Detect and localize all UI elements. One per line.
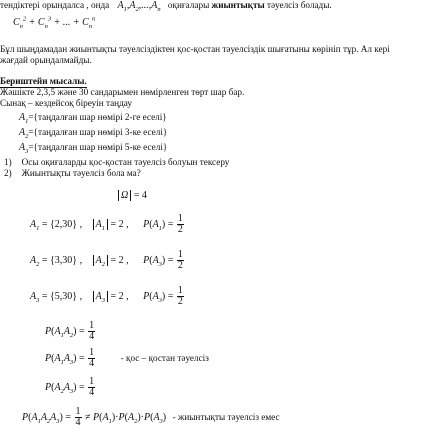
omega-cardinality: Ω = 4 <box>118 190 147 201</box>
pair-a1a2: $P(A_1A_2)$ = $\frac{1}{4}$ <box>45 320 95 342</box>
intro-text-mid: оқиғалары <box>167 0 210 10</box>
event-a2: $A_2=\{таңдалған$ шар нөмірі 3-ке еселі} <box>19 127 168 140</box>
event-a3: $A_3=\{таңдалған$ шар нөмірі 5-ке еселі} <box>19 142 168 155</box>
example-text-1: Жәшікте 2,3,5 және 30 сандарымен нөмірленген төрт шар бар. <box>0 87 245 97</box>
task-1: 1) Осы оқиғаларды қос-қостан тәуелсіз болуын тексеру <box>4 157 230 167</box>
set-row-a1: $A_1 = \{2,30\}$ , $A_1 = 2$ , $P(A_1)$ = $\frac{1}{2}$ <box>30 213 183 235</box>
final-statement: $P(A_1A_2A_3)$ = $\frac{1}{4}$ ≠ $P(A_1)\cdot P(A_2)\cdot P(A_3)$ - жиынтықты тәуелсіз емес <box>22 406 280 428</box>
events-sequence: $A_1,A_2,...,A_n$ <box>117 0 161 13</box>
combination-sum: $C_n^2 + C_n^3$ + ... + $C_n^n$ <box>13 15 96 30</box>
intro-line-3: Бұл шыңдамадан жиынтықты тәуелсіздіктен қос-қостан тәуелсіздік шығатыны көрініп тұр. Ал кері <box>0 44 390 54</box>
event-a1: $A_1=\{таңдалған$ шар нөмірі 2-ге еселі} <box>19 112 167 125</box>
intro-line-1 <box>0 0 332 11</box>
final-note: - жиынтықты тәуелсіз емес <box>172 411 280 422</box>
task-2: 2) Жиынтықты тәуелсіз бола ма? <box>4 168 141 178</box>
set-row-a3: $A_3 = \{5,30\}$ , $A_3 = 2$ , $P(A_3)$ = $\frac{1}{2}$ <box>30 285 183 307</box>
example-heading: Бериштейн мысалы. <box>0 76 87 86</box>
example-text-2: Сынақ – кездейсоқ біреуін таңдау <box>0 98 132 108</box>
intro-end: тәуелсіз болады. <box>266 0 332 10</box>
pairwise-note: - қос – қостан тәуелсіз <box>120 352 209 363</box>
intro-bold: жиынтықты <box>211 0 265 10</box>
set-row-a2: $A_2 = \{3,30\}$ , $A_2 = 2$ , $P(A_3)$ = $\frac{1}{2}$ <box>30 249 183 271</box>
intro-text: тендіктері орындалса , онда <box>0 0 110 10</box>
pair-a2a3: $P(A_2A_3)$ = $\frac{1}{4}$ <box>45 376 95 398</box>
pair-a1a3: $P(A_1A_3)$ = $\frac{1}{4}$ - қос – қостан тәуелсіз <box>45 347 209 369</box>
intro-line-4: жағдай орындалмайды. <box>0 55 92 65</box>
